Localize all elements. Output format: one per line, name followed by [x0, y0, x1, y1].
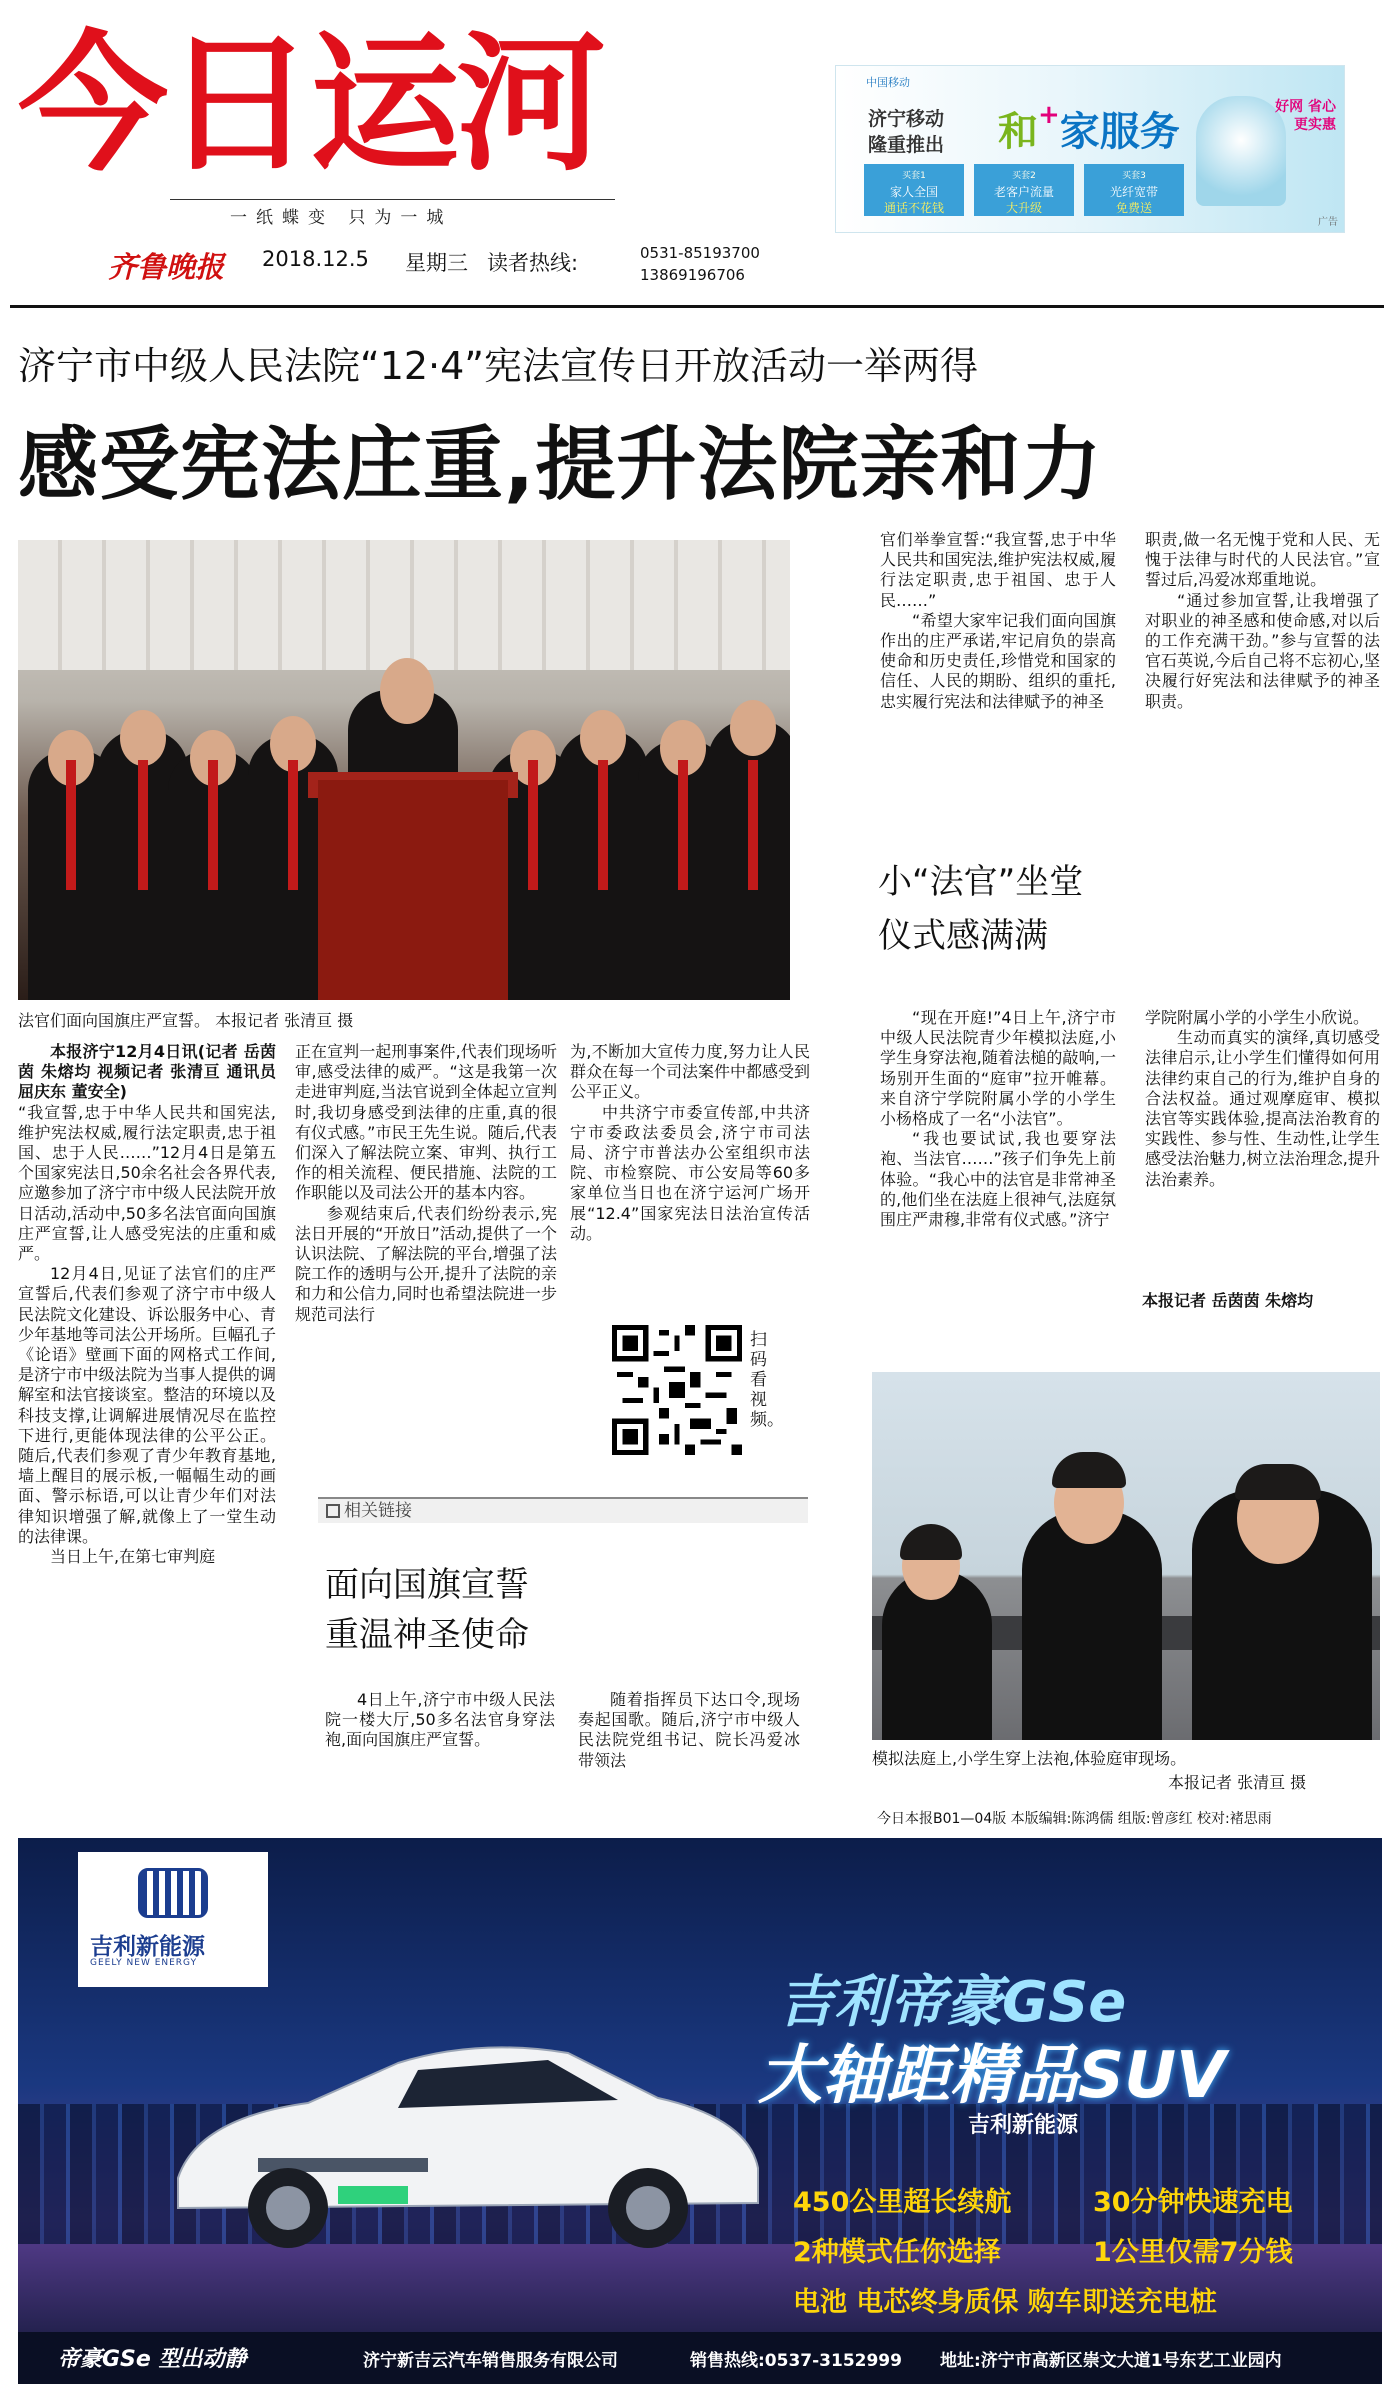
ad-offer-3-tag: 买套3 [1122, 171, 1146, 181]
related-link-bar [318, 1497, 808, 1523]
article-paragraph: 参观结束后,代表们纷纷表示,宪法日开展的“开放日”活动,提供了一个认识法院、了解法院的平台,增强了法院工作的透明与公开,提升了法院的亲和力和公信力,同时也希望法院进一步规范司法行 [295, 1203, 557, 1324]
ad-family-illustration [1196, 96, 1286, 206]
article-paragraph: “现在开庭!”4日上午,济宁市中级人民法院青少年模拟法庭,小学生身穿法袍,随着法槌的敲响,一场别开生面的“庭审”拉开帷幕。来自济宁学院附属小学的小学生小杨格成了一名“小法官”。 [880, 1008, 1116, 1129]
ad-service-plus: + [1038, 100, 1060, 130]
article-paragraph: “通过参加宣誓,让我增强了对职业的神圣感和使命感,对以后的工作充满干劲。”参与宣誓的法官石英说,今后自己将不忘初心,坚决履行好宪法和法律赋予的神圣职责。 [1145, 590, 1380, 711]
geely-logo-text: 吉利新能源 [90, 1934, 205, 1960]
subheading-little-judge-line-1: 小“法官”坐堂 [878, 862, 1084, 902]
car-illustration [138, 2008, 778, 2258]
ad-line-1: 济宁移动 [868, 108, 945, 130]
ad-service-rest: 家服务 [1059, 109, 1180, 155]
photo1-caption: 法官们面向国旗庄严宣誓。 本报记者 张清亘 摄 [18, 1011, 354, 1030]
geely-logo-icon [138, 1868, 208, 1918]
article-paragraph: 学院附属小学的小学生小欣说。 [1145, 1008, 1370, 1027]
article-headline: 感受宪法庄重,提升法院亲和力 [18, 418, 1103, 511]
article-column-h [880, 1008, 1116, 1230]
article-column-a [18, 1042, 276, 1567]
ad-label: 广告 [1318, 217, 1338, 228]
article-kicker: 济宁市中级人民法院“12·4”宪法宣传日开放活动一举两得 [18, 344, 978, 388]
qr-caption: 扫码看视频。 [750, 1330, 784, 1430]
ad-offer-2-l1: 老客户流量 [993, 185, 1054, 199]
article-paragraph: “我宣誓,忠于中华人民共和国宪法,维护宪法权威,履行法定职责,忠于祖国、忠于人民……”12月4日是第五个国家宪法日,50余名社会各界代表,应邀参加了济宁市中级人民法院开放日活动,活动中,50多名法官面向国旗庄严宣誓,让人感受宪法的庄重和威严。 [18, 1102, 276, 1264]
article-paragraph: 官们举拳宣誓:“我宣誓,忠于中华人民共和国宪法,维护宪法权威,履行法定职责,忠于祖国、忠于人民……” [880, 530, 1116, 610]
article-byline: 本报记者 岳茵茵 朱熔均 [1142, 1291, 1314, 1310]
article-paragraph: 随着指挥员下达口令,现场奏起国歌。随后,济宁市中级人民法院党组书记、院长冯爱冰带领法 [578, 1690, 800, 1770]
ad-brand: 中国移动 [866, 76, 910, 89]
podium [318, 780, 508, 1000]
subheading-oath [325, 1560, 529, 1660]
ad-service-title [998, 100, 1180, 157]
geely-car-ad[interactable] [18, 1838, 1382, 2384]
ad-feature-charge: 30分钟快速充电 [1093, 2187, 1293, 2218]
hotline-numbers [640, 242, 760, 286]
masthead-divider [170, 199, 615, 200]
ad-sales-hotline: 销售热线:0537-3152999 [690, 2351, 902, 2371]
masthead-rule [10, 305, 1384, 308]
article-column-f [880, 530, 1116, 712]
video-qr-code[interactable] [612, 1325, 742, 1455]
related-link-label: 相关链接 [344, 1501, 412, 1521]
ad-dealer-bar [18, 2332, 1382, 2384]
ad-bar-slogan: 帝豪GSe 型出动静 [58, 2347, 247, 2372]
ad-model-name: 吉利帝豪GSe [778, 1970, 1127, 2035]
related-link-icon [326, 1504, 340, 1518]
ad-feature-range: 450公里超长续航 [793, 2187, 1012, 2218]
ad-slogan-2: 更实惠 [1294, 117, 1336, 133]
masthead-slogan: 一纸蝶变 只为一城 [230, 208, 453, 228]
photo-ceiling [18, 540, 790, 670]
article-paragraph: 4日上午,济宁市中级人民法院一楼大厅,50多名法官身穿法袍,面向国旗庄严宣誓。 [325, 1690, 555, 1750]
issue-weekday: 星期三 [405, 251, 468, 275]
ad-line-2: 隆重推出 [868, 134, 945, 156]
paper-name-logo: 齐鲁晚报 [108, 250, 225, 284]
article-paragraph: 正在宣判一起刑事案件,代表们现场听审,感受法律的威严。“这是我第一次走进审判庭,当法官说到全体起立宣判时,我切身感受到法律的庄重,真的很有仪式感。”市民王先生说。随后,代表们深入了解法院立案、审判、执行工作的相关流程、便民措施、法院的工作职能以及司法公开的基本内容。 [295, 1042, 557, 1203]
ad-offer-1-l1: 家人全国 [889, 185, 938, 199]
subheading-little-judge [878, 855, 1083, 963]
article-column-g [1145, 530, 1380, 712]
ad-offer-3-l1: 光纤宽带 [1109, 185, 1158, 199]
article-paragraph: “希望大家牢记我们面向国旗作出的庄严承诺,牢记肩负的崇高使命和历史责任,珍惜党和国家的信任、人民的期盼、组织的重托,忠实履行宪法和法律赋予的神圣 [880, 610, 1116, 711]
ad-offer-2 [974, 164, 1074, 216]
geely-logo-box [78, 1852, 268, 1987]
subheading-oath-line-2: 重温神圣使命 [325, 1615, 529, 1655]
ad-slogan-1: 好网 省心 [1275, 99, 1336, 115]
article-column-i [1145, 1008, 1380, 1190]
article-column-d [325, 1690, 555, 1751]
ad-offer-2-l2: 大升级 [1005, 201, 1042, 215]
geely-logo-english: GEELY NEW ENERGY [90, 1958, 198, 1968]
hotline-number-1: 0531-85193700 [640, 244, 760, 262]
article-lead: 本报济宁12月4日讯(记者 岳茵茵 朱熔均 视频记者 张清亘 通讯员 屈庆东 董安全) [18, 1042, 276, 1102]
article-column-e [578, 1690, 800, 1771]
article-paragraph: “我也要试试,我也要穿法袍、当法官……”孩子们争先上前体验。“我心中的法官是非常神圣的,他们坐在法庭上很神气,法庭氛围庄严肃穆,非常有仪式感。”济宁 [880, 1129, 1116, 1230]
article-paragraph: 中共济宁市委宣传部,中共济宁市委政法委员会,济宁市司法局、济宁市普法办公室组织市法院、市检察院、市公安局等60多家单位当日也在济宁运河广场开展“12.4”国家宪法日法治宣传活动。 [570, 1102, 810, 1243]
ad-dealer-name: 济宁新吉云汽车销售服务有限公司 [363, 2351, 618, 2371]
ad-offer-2-tag: 买套2 [1012, 171, 1036, 181]
ad-offer-1 [864, 164, 964, 216]
article-paragraph: 为,不断加大宣传力度,努力让人民群众在每一个司法案件中都感受到公平正义。 [570, 1042, 811, 1102]
china-mobile-ad[interactable] [835, 65, 1345, 233]
photo-mock-court [872, 1372, 1380, 1740]
photo-judges-oath [18, 540, 790, 1000]
article-paragraph: 职责,做一名无愧于党和人民、无愧于法律与时代的人民法官。”宣誓过后,冯爱冰郑重地说。 [1145, 530, 1380, 590]
ad-offer-3-l2: 免费送 [1115, 201, 1152, 215]
article-paragraph: 12月4日,见证了法官们的庄严宣誓后,代表们参观了济宁市中级人民法院文化建设、诉讼服务中心、青少年基地等司法公开场所。巨幅孔子《论语》壁画下面的网格式工作间,是济宁市中级法院为当事人提供的调解室和法官接谈室。整洁的环境以及科技支撑,让调解进展情况尽在监控下进行,更能体现法律的公平公正。随后,代表们参观了青少年教育基地,墙上醒目的展示板,一幅幅生动的画面、警示标语,可以让青少年们对法律知识增强了解,就像上了一堂生动的法律课。 [18, 1264, 276, 1546]
hotline-label: 读者热线: [487, 251, 579, 275]
ad-offer-1-l2: 通话不花钱 [883, 201, 944, 215]
article-paragraph: 当日上午,在第七审判庭 [50, 1547, 216, 1567]
hotline-number-2: 13869196706 [640, 266, 745, 284]
ad-feature-cost: 1公里仅需7分钱 [1093, 2237, 1293, 2268]
masthead-title: 今日运河 [18, 18, 603, 192]
article-column-c [570, 1042, 810, 1244]
page-footer-credits: 今日本报B01—04版 本版编辑:陈鸿儒 组版:曾彦红 校对:褚思雨 [877, 1811, 1272, 1827]
photo2-credit: 本报记者 张清亘 摄 [1168, 1773, 1307, 1792]
article-paragraph: 生动而真实的演绎,真切感受法律启示,让小学生们懂得如何用法律约束自己的行为,维护自身的合法权益。通过观摩庭审、模拟法官等实践体验,提高法治教育的实践性、参与性、生动性,让学生感受法治魅力,树立法治理念,提升法治素养。 [1145, 1028, 1380, 1189]
ad-sub-slogan: 吉利新能源 [968, 2113, 1079, 2138]
ad-dealer-address: 地址:济宁市高新区崇文大道1号东艺工业园内 [940, 2351, 1282, 2371]
issue-date: 2018.12.5 [262, 247, 369, 271]
photo2-caption: 模拟法庭上,小学生穿上法袍,体验庭审现场。 [872, 1749, 1187, 1768]
ad-main-slogan: 大轴距精品SUV [758, 2039, 1226, 2113]
ad-offer-3 [1084, 164, 1184, 216]
article-column-b [295, 1042, 557, 1325]
ad-feature-warranty: 电池 电芯终身质保 购车即送充电桩 [793, 2287, 1217, 2318]
subheading-oath-line-1: 面向国旗宣誓 [325, 1565, 529, 1605]
subheading-little-judge-line-2: 仪式感满满 [878, 916, 1048, 956]
ad-offer-1-tag: 买套1 [902, 171, 926, 181]
ad-slogan [1275, 98, 1336, 134]
ad-feature-modes: 2种模式任你选择 [793, 2237, 1001, 2268]
ad-service-he: 和 [998, 109, 1038, 155]
